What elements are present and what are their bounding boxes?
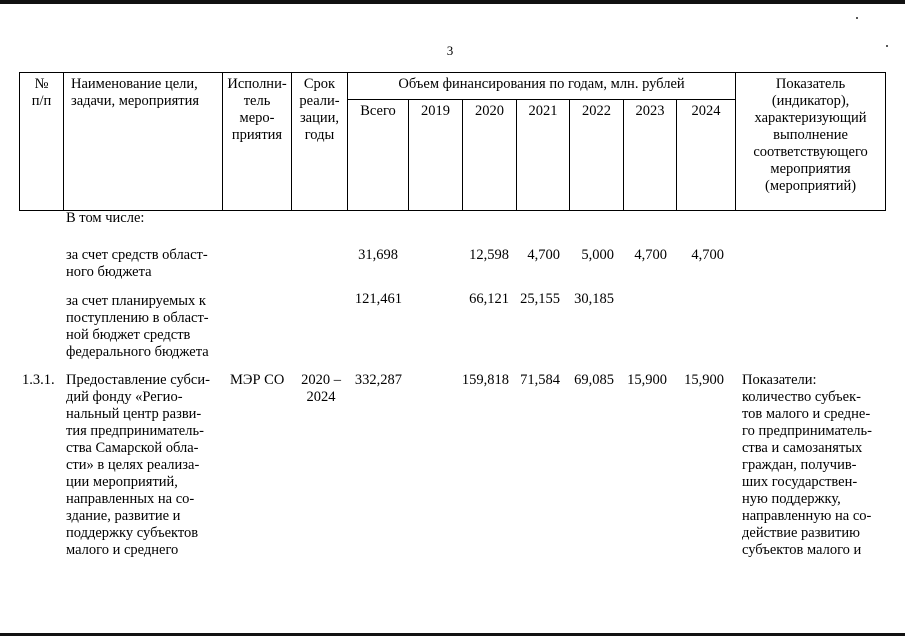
header-name: Наименование цели, задачи, мероприятия — [64, 73, 223, 211]
header-executor: Исполни- тель меро- приятия — [223, 73, 292, 211]
row-label: за счет средств област- ного бюджета — [66, 247, 208, 280]
row-number: 1.3.1. — [22, 372, 55, 388]
header-num: № п/п — [20, 73, 64, 211]
cell-2024: 4,700 — [691, 247, 724, 263]
top-scan-border — [0, 0, 905, 4]
cell-2023: 4,700 — [634, 247, 667, 263]
cell-total: 121,461 — [354, 291, 402, 307]
cell-2021: 25,155 — [520, 291, 560, 307]
header-year-2021: 2021 — [517, 100, 570, 211]
header-year-2024: 2024 — [677, 100, 736, 211]
header-financing: Объем финансирования по годам, млн. рублей — [348, 73, 736, 100]
row-indicator: Показатели: количество субъек- тов малого и средне- го предприниматель- ства и самозанятых граждан, получив- ших государствен- ную поддержку, направленную на со- действие развитию субъектов малого и — [742, 372, 872, 558]
bottom-scan-border — [0, 633, 905, 636]
row-executor: МЭР СО — [230, 372, 285, 388]
cell-2024: 15,900 — [684, 372, 724, 388]
cell-total: 332,287 — [354, 372, 402, 388]
header-year-2022: 2022 — [570, 100, 624, 211]
cell-2021: 71,584 — [520, 372, 560, 388]
row-term: 2020 – 2024 — [301, 372, 341, 405]
including-label: В том числе: — [66, 210, 145, 226]
row-label: Предоставление субси- дий фонду «Регио- нальный центр разви- тия предприниматель- ства Самарской обла- сти» в целях реализа- ции мероприятий, направленных на со- здание, развитие и поддержку субъектов малого и среднего — [66, 372, 210, 558]
cell-2022: 5,000 — [581, 247, 614, 263]
cell-2022: 69,085 — [574, 372, 614, 388]
header-indicator: Показатель (индикатор), характеризующий выполнение соответствующего мероприятия (мероприятий) — [736, 73, 886, 211]
cell-2022: 30,185 — [574, 291, 614, 307]
cell-2021: 4,700 — [527, 247, 560, 263]
header-total: Всего — [348, 100, 409, 211]
header-year-2020: 2020 — [463, 100, 517, 211]
header-year-2023: 2023 — [624, 100, 677, 211]
cell-2020: 66,121 — [469, 291, 509, 307]
page-number: 3 — [446, 43, 454, 58]
table-header — [19, 72, 886, 211]
cell-2020: 12,598 — [469, 247, 509, 263]
header-year-2019: 2019 — [409, 100, 463, 211]
scan-speck — [856, 17, 858, 19]
cell-2020: 159,818 — [461, 372, 509, 388]
cell-2023: 15,900 — [627, 372, 667, 388]
scan-speck — [886, 45, 888, 47]
row-label: за счет планируемых к поступлению в област- ной бюджет средств федерального бюджета — [66, 293, 209, 360]
cell-total: 31,698 — [358, 247, 398, 263]
header-term: Срок реали- зации, годы — [292, 73, 348, 211]
